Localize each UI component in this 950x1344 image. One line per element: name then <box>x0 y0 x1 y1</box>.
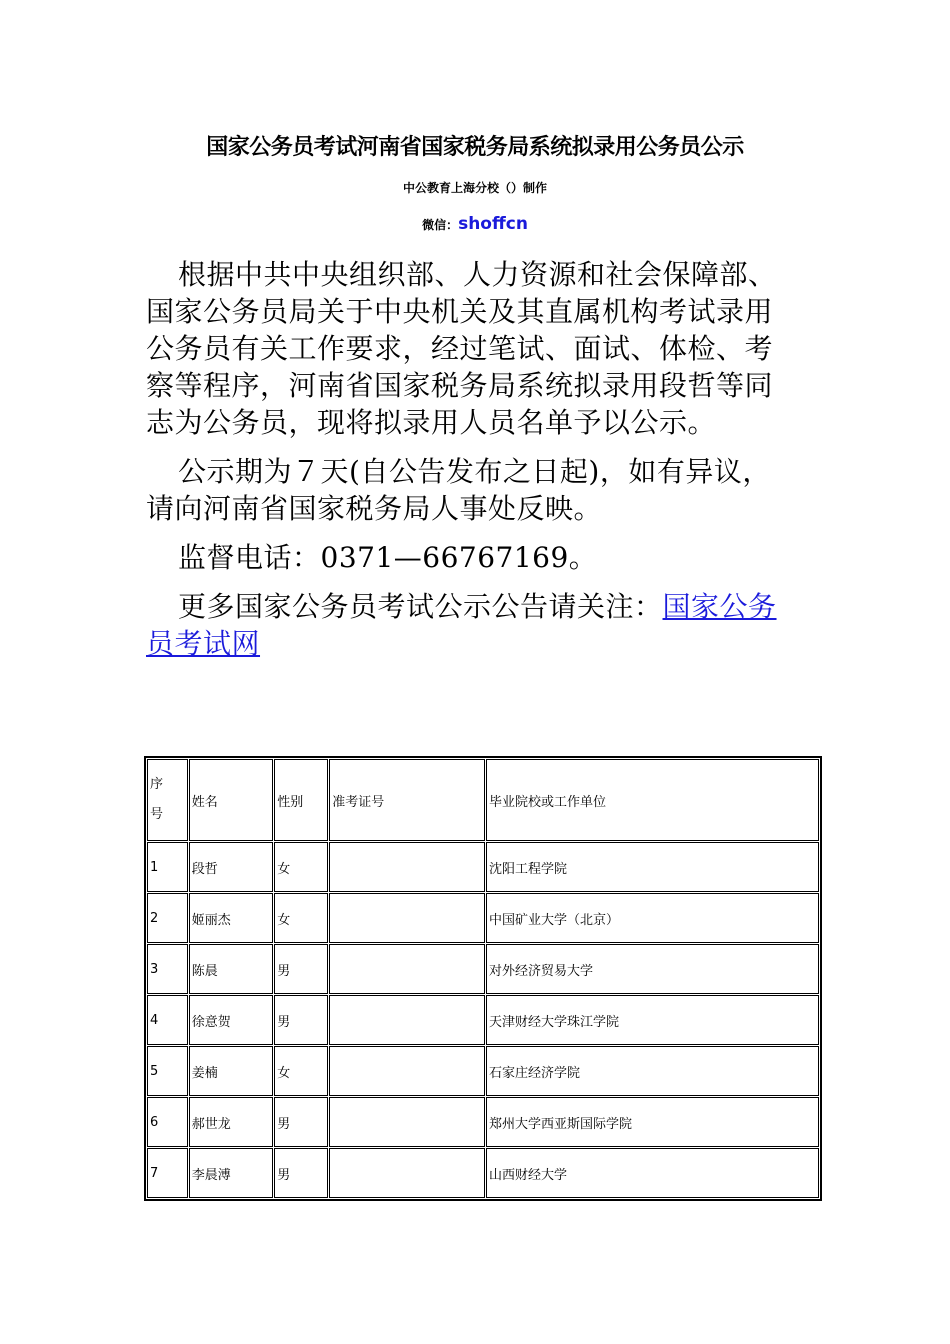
wechat-line <box>0 214 950 234</box>
paragraph-intro: 根据中共中央组织部、人力资源和社会保障部、国家公务员局关于中央机关及其直属机构考试录用公务员有关工作要求，经过笔试、面试、体检、考察等程序，河南省国家税务局系统拟录用段哲等同志为公务员，现将拟录用人员名单予以公示。 <box>146 258 777 439</box>
cell-school: 中国矿业大学（北京） <box>486 893 819 943</box>
header-gender: 性别 <box>274 759 328 841</box>
cell-gender: 女 <box>274 893 328 943</box>
candidate-table <box>144 756 822 1201</box>
page-title: 国家公务员考试河南省国家税务局系统拟录用公务员公示 <box>206 135 744 160</box>
table-row <box>147 842 819 892</box>
table-row <box>147 1046 819 1096</box>
table-row <box>147 893 819 943</box>
cell-name: 李晨溥 <box>189 1148 274 1198</box>
header-num-line2: 号 <box>150 807 164 822</box>
cell-gender: 男 <box>274 995 328 1045</box>
table-row <box>147 1148 819 1198</box>
cell-name: 郝世龙 <box>189 1097 274 1147</box>
header-num <box>147 759 188 841</box>
cell-name: 姬丽杰 <box>189 893 274 943</box>
cell-school: 郑州大学西亚斯国际学院 <box>486 1097 819 1147</box>
cell-name: 徐意贺 <box>189 995 274 1045</box>
cell-num: 6 <box>147 1097 188 1147</box>
cell-gender: 男 <box>274 1148 328 1198</box>
more-prefix: 更多国家公务员考试公示公告请关注： <box>178 590 663 623</box>
paragraph-period: 公示期为７天(自公告发布之日起)，如有异议，请向河南省国家税务局人事处反映。 <box>146 455 771 525</box>
cell-gender: 男 <box>274 1097 328 1147</box>
cell-school: 天津财经大学珠江学院 <box>486 995 819 1045</box>
cell-gender: 男 <box>274 944 328 994</box>
table-row <box>147 944 819 994</box>
cell-school: 沈阳工程学院 <box>486 842 819 892</box>
cell-school: 山西财经大学 <box>486 1148 819 1198</box>
cell-num: 5 <box>147 1046 188 1096</box>
cell-num: 7 <box>147 1148 188 1198</box>
cell-school: 对外经济贸易大学 <box>486 944 819 994</box>
cell-exam-id <box>329 1046 485 1096</box>
cell-name: 陈晨 <box>189 944 274 994</box>
cell-gender: 女 <box>274 842 328 892</box>
header-num-line1: 序 <box>150 777 164 792</box>
cell-gender: 女 <box>274 1046 328 1096</box>
cell-name: 段哲 <box>189 842 274 892</box>
wechat-id: shoffcn <box>458 214 528 234</box>
cell-num: 1 <box>147 842 188 892</box>
cell-num: 4 <box>147 995 188 1045</box>
table-header-row <box>147 759 819 841</box>
table-row <box>147 1097 819 1147</box>
paragraph-phone: 监督电话：0371—66767169。 <box>178 541 598 574</box>
wechat-label: 微信： <box>422 218 459 232</box>
cell-num: 3 <box>147 944 188 994</box>
cell-exam-id <box>329 1148 485 1198</box>
exam-site-link[interactable]: 国家公务员考试网 <box>146 590 777 660</box>
announcement-body <box>146 256 786 674</box>
table-row <box>147 995 819 1045</box>
header-school: 毕业院校或工作单位 <box>486 759 819 841</box>
cell-exam-id <box>329 944 485 994</box>
cell-exam-id <box>329 995 485 1045</box>
header-name: 姓名 <box>189 759 274 841</box>
cell-num: 2 <box>147 893 188 943</box>
cell-name: 姜楠 <box>189 1046 274 1096</box>
paragraph-more <box>146 588 786 662</box>
header-exam-id: 准考证号 <box>329 759 485 841</box>
cell-exam-id <box>329 893 485 943</box>
cell-exam-id <box>329 842 485 892</box>
cell-school: 石家庄经济学院 <box>486 1046 819 1096</box>
cell-exam-id <box>329 1097 485 1147</box>
subtitle: 中公教育上海分校（）制作 <box>402 181 547 195</box>
